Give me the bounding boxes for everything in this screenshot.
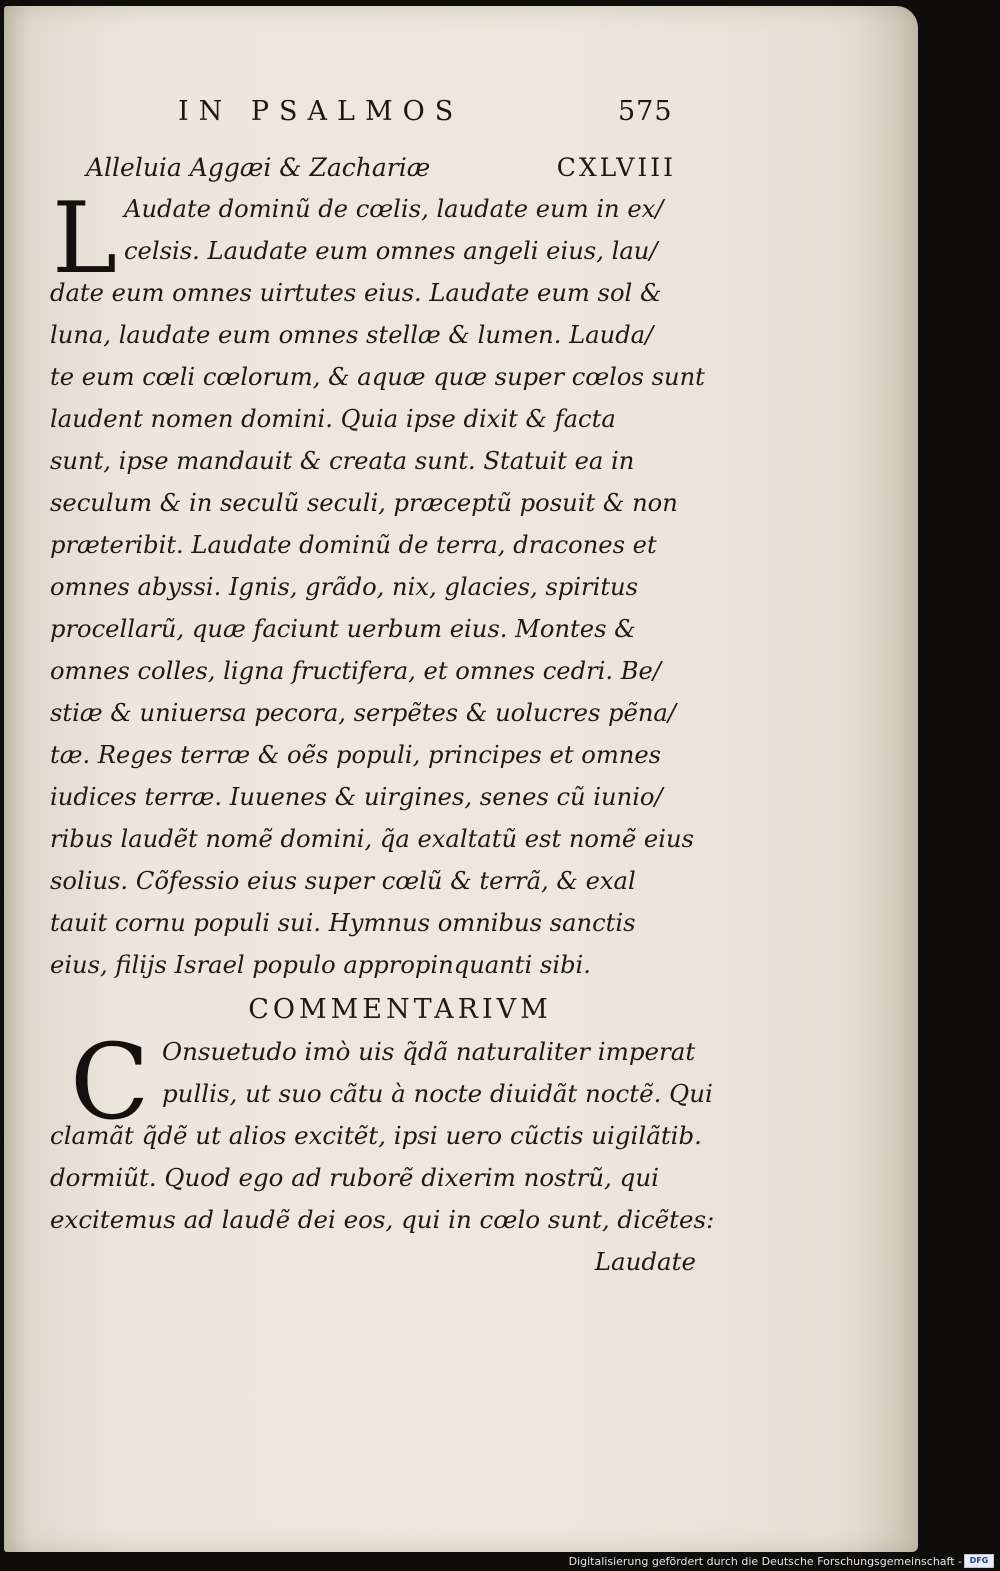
text-block xyxy=(50,148,715,1282)
text-line: clamãt q̃dẽ ut alios excitẽt, ipsi uero cũctis uigilãtib. xyxy=(50,1121,702,1150)
text-line: seculum & in seculũ seculi, præceptũ posuit & non xyxy=(50,489,678,517)
page-number: 575 xyxy=(618,96,673,127)
text-line: præteribit. Laudate dominũ de terra, dracones et xyxy=(50,531,657,559)
text-line: dormiũt. Quod ego ad ruborẽ dixerim nostrũ, qui xyxy=(50,1163,659,1192)
text-line: procellarũ, quæ faciunt uerbum eius. Montes & xyxy=(50,615,636,643)
text-line: date eum omnes uirtutes eius. Laudate eum sol & xyxy=(50,279,662,307)
psalm-number: CXLVIII xyxy=(556,153,676,182)
text-line: solius. Cõfessio eius super cœlũ & terrã, & exal xyxy=(50,867,636,895)
text-line: pullis, ut suo cãtu à nocte diuidãt noctẽ. Qui xyxy=(162,1079,713,1108)
running-title: IN PSALMOS xyxy=(178,96,464,127)
text-line: te eum cœli cœlorum, & aquæ quæ super cœlos sunt xyxy=(50,363,705,391)
text-line: excitemus ad laudẽ dei eos, qui in cœlo sunt, dicẽtes: xyxy=(50,1205,715,1234)
psalm-title: Alleluia Aggæi & Zachariæ xyxy=(86,153,431,182)
text-line: Onsuetudo imò uis q̃dã naturaliter imperat xyxy=(162,1037,696,1066)
drop-cap-initial: L xyxy=(52,182,118,296)
text-line: omnes abyssi. Ignis, grãdo, nix, glacies, spiritus xyxy=(50,573,639,601)
page-header xyxy=(0,96,1000,136)
text-line: sunt, ipse mandauit & creata sunt. Statuit ea in xyxy=(50,447,635,475)
commentary-title: COMMENTARIVM xyxy=(248,994,552,1025)
funding-credit: Digitalisierung gefördert durch die Deutsche Forschungsgemeinschaft - xyxy=(568,1555,962,1568)
text-line: iudices terræ. Iuuenes & uirgines, senes cũ iunio/ xyxy=(50,783,663,811)
text-line: celsis. Laudate eum omnes angeli eius, lau/ xyxy=(124,237,658,265)
digitization-footer xyxy=(0,1552,1000,1571)
drop-cap-initial: C xyxy=(70,1021,150,1143)
text-line: ribus laudẽt nomẽ domini, q̃a exaltatũ est nomẽ eius xyxy=(50,825,694,853)
psalm-text xyxy=(50,182,710,986)
text-line: stiæ & uniuersa pecora, serpẽtes & uolucres pẽna/ xyxy=(50,699,677,727)
dfg-logo: DFG xyxy=(964,1554,994,1568)
text-line: eius, filijs Israel populo appropinquanti sibi. xyxy=(50,951,591,979)
text-line: laudent nomen domini. Quia ipse dixit & facta xyxy=(50,405,616,433)
psalm-heading xyxy=(50,148,710,188)
commentary-text xyxy=(50,1021,715,1282)
catchword: Laudate xyxy=(594,1247,696,1276)
text-line: tæ. Reges terræ & oẽs populi, principes et omnes xyxy=(50,741,662,769)
text-line: luna, laudate eum omnes stellæ & lumen. Lauda/ xyxy=(50,321,654,349)
text-line: Audate dominũ de cœlis, laudate eum in ex/ xyxy=(124,195,664,223)
text-line: tauit cornu populi sui. Hymnus omnibus sanctis xyxy=(50,909,636,937)
text-line: omnes colles, ligna fructifera, et omnes cedri. Be/ xyxy=(50,657,662,685)
